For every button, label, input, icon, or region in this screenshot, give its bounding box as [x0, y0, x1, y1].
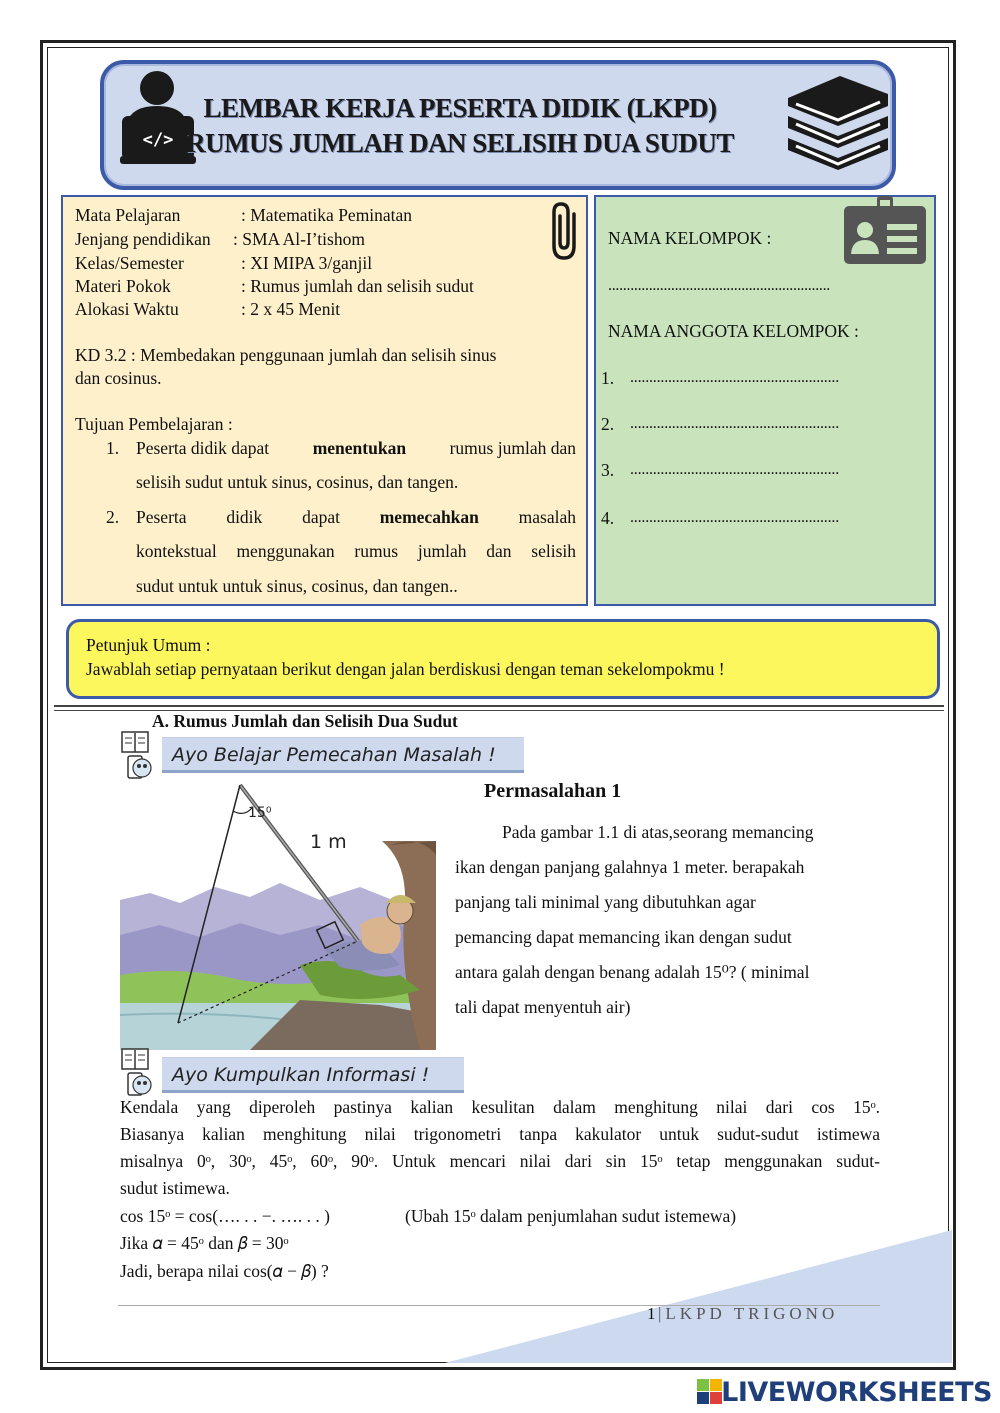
info-label: Mata Pelajaran [75, 205, 181, 225]
liveworksheets-logo-icon [697, 1379, 723, 1405]
info-line: Biasanya kalian menghitung nilai trigonometri tanpa kakulator untuk sudut-sudut istimewa [120, 1124, 880, 1144]
member-blank[interactable]: ....................................................... [630, 369, 840, 386]
svg-text:</>: </> [142, 130, 174, 150]
jika-line: Jika 𝛼 = 45ᵒ dan 𝛽 = 30ᵒ [120, 1233, 289, 1253]
member-blank[interactable]: ....................................................... [630, 461, 840, 478]
goal2-line2: kontekstual menggunakan rumus jumlah dan selisih [136, 541, 576, 561]
separator [54, 705, 944, 707]
kd-line1: KD 3.2 : Membedakan penggunaan jumlah dan selisih sinus [75, 345, 497, 365]
info-paragraph [120, 1094, 880, 1202]
book-lamp-icon [120, 1047, 154, 1099]
goal1-line2: selisih sudut untuk sinus, cosinus, dan tangen. [136, 472, 459, 492]
watermark: LIVEWORKSHEETS [721, 1377, 992, 1408]
goal1-pre: Peserta didik dapat [136, 438, 270, 458]
kelompok-blank[interactable]: ............................................................ [608, 277, 831, 294]
problem-line: pemancing dapat memancing ikan dengan sudut [455, 927, 792, 947]
info-value: : XI MIPA 3/ganjil [241, 253, 373, 273]
paperclip-icon [550, 200, 584, 264]
problem-title: Permasalahan 1 [484, 780, 622, 802]
info-label: Materi Pokok [75, 276, 171, 296]
problem-line: ikan dengan panjang galahnya 1 meter. berapakah [455, 857, 805, 877]
header-banner [100, 60, 896, 190]
member-blank[interactable]: ....................................................... [630, 509, 840, 526]
goal2-word: didik [226, 507, 263, 527]
jadi-line: Jadi, berapa nilai cos(𝛼 − 𝛽) ? [120, 1261, 329, 1281]
formula[interactable]: cos 15ᵒ = cos(…. . . −. …. . . ) [120, 1206, 330, 1226]
nama-kelompok-label: NAMA KELOMPOK : [608, 228, 772, 248]
book-stack-icon [780, 70, 892, 174]
figure-length-label: 1 m [310, 831, 347, 853]
info-label: Alokasi Waktu [75, 299, 179, 319]
problem-text [455, 815, 875, 1025]
petunjuk-text: Jawablah setiap pernyataan berikut dengan jalan berdiskusi dengan teman sekelompokmu ! [86, 659, 725, 679]
info-value: : Rumus jumlah dan selisih sudut [241, 276, 474, 296]
problem-line: tali dapat menyentuh air) [455, 997, 631, 1017]
goal2-bold: memecahkan [379, 507, 479, 527]
problem-line: panjang tali minimal yang dibutuhkan agar [455, 892, 756, 912]
goal2-word: dapat [302, 507, 340, 527]
goal2-line1 [136, 507, 576, 527]
member-number: 2. [601, 414, 615, 434]
goal1-line1 [136, 438, 576, 458]
info-value: : 2 x 45 Menit [241, 299, 341, 319]
badge-collect-info: Ayo Kumpulkan Informasi ! [162, 1057, 464, 1093]
goal2-word: masalah [518, 507, 576, 527]
formula-note: (Ubah 15ᵒ dalam penjumlahan sudut istemewa) [405, 1206, 737, 1226]
goal1-post: rumus jumlah dan [449, 438, 576, 458]
member-blank[interactable]: ....................................................... [630, 415, 840, 432]
anggota-heading: NAMA ANGGOTA KELOMPOK : [608, 321, 859, 341]
goal2-number: 2. [106, 507, 120, 527]
header-title-line1: LEMBAR KERJA PESERTA DIDIK (LKPD) [203, 93, 717, 123]
badge-problem-solving: Ayo Belajar Pemecahan Masalah ! [162, 737, 524, 773]
figure-angle-label: 15⁰ [248, 805, 272, 821]
info-value: : Matematika Peminatan [241, 205, 413, 225]
problem-line: Pada gambar 1.1 di atas,seorang memancing [502, 822, 814, 842]
kd-line2: dan cosinus. [75, 368, 162, 388]
goal2-line3: sudut untuk untuk sinus, cosinus, dan tangen.. [136, 576, 458, 596]
header-title-line2: RUMUS JUMLAH DAN SELISIH DUA SUDUT [186, 128, 734, 158]
info-line: misalnya 0ᵒ, 30ᵒ, 45ᵒ, 60ᵒ, 90ᵒ. Untuk mencari nilai dari sin 15ᵒ tetap menggunakan sudut- [120, 1151, 880, 1171]
problem-line: antara galah dengan benang adalah 15⁰? ( minimal [455, 962, 810, 982]
tujuan-heading: Tujuan Pembelajaran : [75, 414, 233, 434]
footer-label: |LKPD TRIGONO [658, 1304, 839, 1323]
info-value: : SMA Al-I’tishom [233, 229, 365, 249]
info-line: Kendala yang diperoleh pastinya kalian kesulitan dalam menghitung nilai dari cos 15ᵒ. [120, 1097, 880, 1117]
section-heading: A. Rumus Jumlah dan Selisih Dua Sudut [152, 711, 458, 731]
info-label: Kelas/Semester [75, 253, 184, 273]
goal2-word: Peserta [136, 507, 187, 527]
member-number: 3. [601, 460, 615, 480]
member-number: 1. [601, 368, 615, 388]
goal1-bold: menentukan [312, 438, 407, 458]
id-card-icon [843, 196, 927, 266]
petunjuk-title: Petunjuk Umum : [86, 635, 211, 655]
page-number: 1 [647, 1304, 656, 1323]
member-number: 4. [601, 508, 615, 528]
info-label: Jenjang pendidikan [75, 229, 211, 249]
goal1-number: 1. [106, 438, 120, 458]
fishing-figure [120, 775, 438, 1050]
info-line: sudut istimewa. [120, 1178, 230, 1198]
